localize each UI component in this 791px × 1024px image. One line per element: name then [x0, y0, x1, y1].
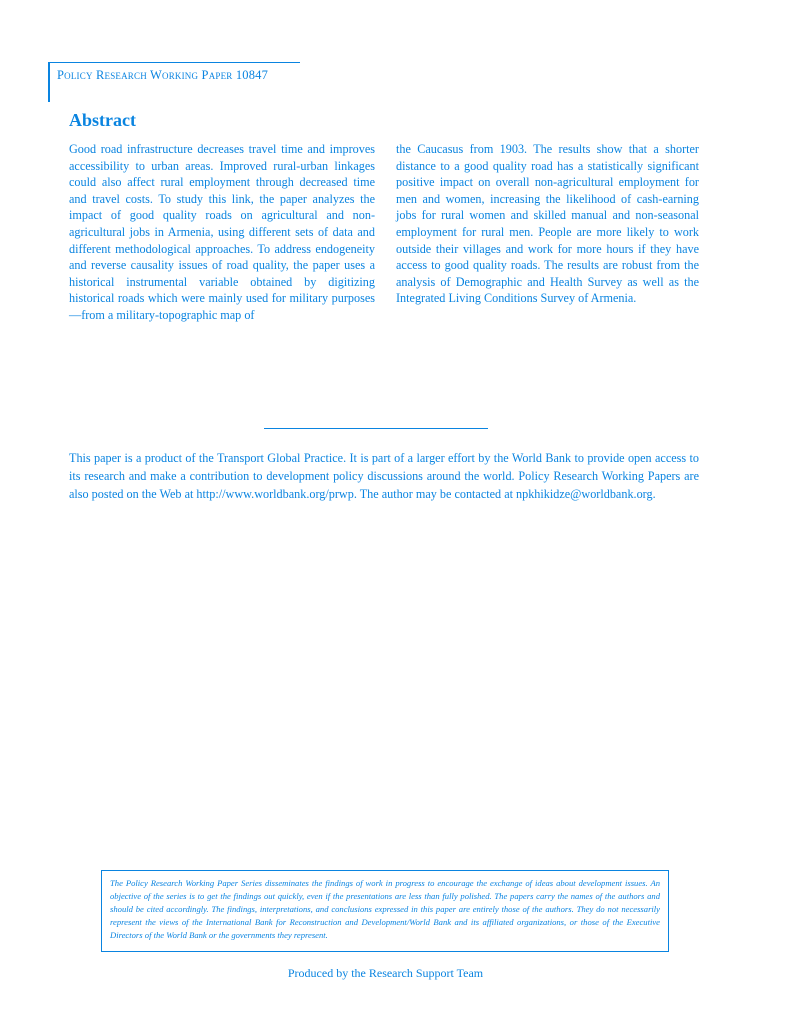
series-header — [48, 62, 300, 102]
disclaimer-box — [101, 870, 669, 952]
abstract-left-column: Good road infrastructure decreases travel time and improves accessibility to urban areas. Improved rural-urban linkages could also affect rural employment through decreased time and travel costs. To study this link, the paper analyzes the impact of good quality roads on agricultural and non-agricultural jobs in Armenia, using different sets of data and different methodological approaches. To address endogeneity and reverse causality issues of road quality, the paper uses a historical instrumental variable obtained by digitizing historical roads which were mainly used for military purposes—from a military-topographic map of — [69, 142, 375, 322]
product-note: This paper is a product of the Transport Global Practice. It is part of a larger effort by the World Bank to provide open access to its research and make a contribution to development policy discussions around the world. Policy Research Working Papers are also posted on the Web at http://www.worldbank.org/prwp. The author may be contacted at npkhikidze@worldbank.org. — [69, 451, 699, 501]
section-divider — [264, 428, 488, 429]
series-title: Policy Research Working Paper 10847 — [57, 68, 269, 82]
header-rule — [50, 62, 300, 63]
abstract-heading: Abstract — [69, 110, 136, 130]
produced-by-footer: Produced by the Research Support Team — [287, 966, 484, 980]
abstract-right-column: the Caucasus from 1903. The results show that a shorter distance to a good quality road has a statistically significant positive impact on overall non-agricultural employment for men and women, increasing the likelihood of cash-earning jobs for rural women and skilled manual and non-seasonal employment for rural men. People are more likely to work outside their villages and work for more hours if they have access to good quality roads. The results are robust from the analysis of Demographic and Health Survey as well as the Integrated Living Conditions Survey of Armenia. — [396, 142, 699, 306]
disclaimer-text: The Policy Research Working Paper Series disseminates the findings of work in progress to encourage the exchange of ideas about development issues. An objective of the series is to get the findings out quickly, even if the presentations are less than fully polished. The papers carry the names of the authors and should be cited accordingly. The findings, interpretations, and conclusions expressed in this paper are entirely those of the authors. They do not necessarily represent the views of the International Bank for Reconstruction and Development/World Bank and its affiliated organizations, or those of the Executive Directors of the World Bank or the governments they represent. — [110, 878, 660, 940]
